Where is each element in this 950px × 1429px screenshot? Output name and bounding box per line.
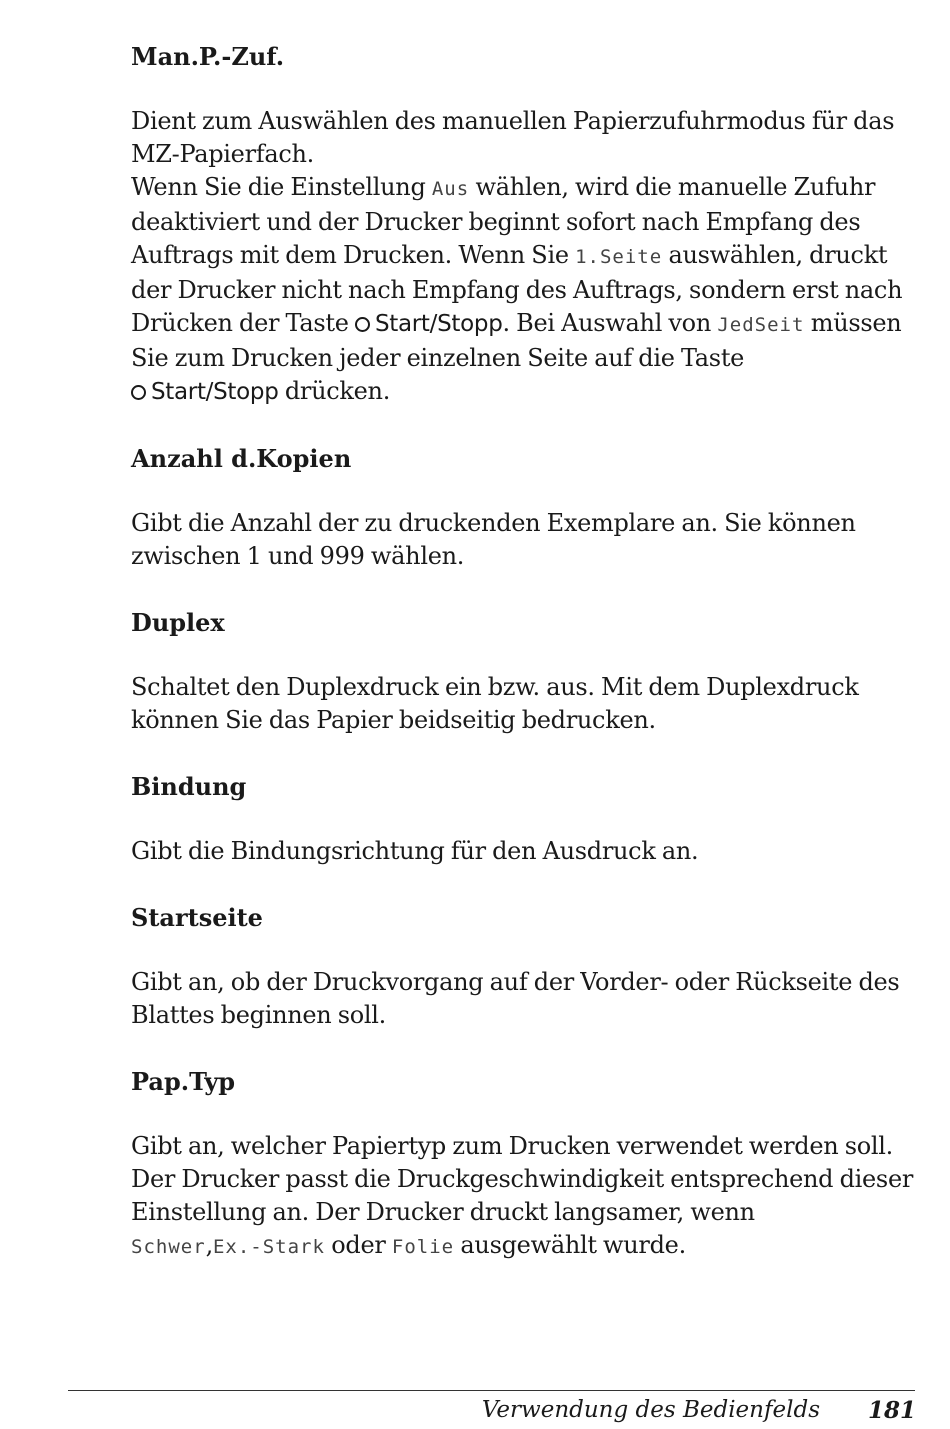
start-stopp-button-label [355,311,503,337]
body-text: ausgewählt wurde. [454,1231,686,1259]
lcd-value-ex-stark: Ex.-Stark [212,1236,325,1258]
lcd-value-folie: Folie [391,1236,455,1258]
lcd-value-aus: Aus [431,178,470,200]
lcd-value-schwer: Schwer [131,1236,206,1258]
section-body-bindung: Gibt die Bindungsrichtung für den Ausdruck an. [131,837,699,865]
section-body-duplex: Schaltet den Duplexdruck ein bzw. aus. Mit dem Duplexdruck können Sie das Papier beidseitig bedrucken. [131,673,859,734]
section-heading-startseite: Startseite [131,903,263,932]
button-label: Start/Stopp [374,311,503,337]
section-heading-man-p-zuf: Man.P.-Zuf. [131,42,285,71]
start-stopp-icon [131,385,146,400]
section-body-pap-typ [131,1130,921,1264]
lcd-value-1-seite: 1.Seite [575,246,663,268]
button-label: Start/Stopp [151,379,279,405]
start-stopp-icon [355,317,370,332]
section-body-anzahl-kopien: Gibt die Anzahl der zu druckenden Exemplare an. Sie können zwischen 1 und 999 wählen. [131,509,856,570]
separator: , [205,1231,213,1259]
section-heading-bindung: Bindung [131,772,247,801]
body-text: . Bei Auswahl von [502,309,718,337]
page-content [131,40,921,1297]
section-heading-duplex: Duplex [131,608,225,637]
section-body-man-p-zuf-intro [131,105,921,409]
lcd-value-jedseit: JedSeit [717,314,805,336]
footer-chapter-title: Verwendung des Bedienfelds [481,1397,820,1423]
page-number: 181 [867,1397,916,1424]
section-heading-anzahl-kopien: Anzahl d.Kopien [131,444,352,473]
body-text: wählen, wird die manuelle Zufuhr deaktiviert und der Drucker beginnt sofort nach Empfang des Auftrags mit dem Drucken. Wenn Sie [131,173,876,269]
body-text: Dient zum Auswählen des manuellen Papierzufuhrmodus für das MZ-Papierfach. [131,107,895,168]
section-body-startseite: Gibt an, ob der Druckvorgang auf der Vorder- oder Rückseite des Blattes beginnen soll. [131,968,900,1029]
section-heading-pap-typ: Pap.Typ [131,1067,236,1096]
body-text: oder [324,1231,392,1259]
body-text: Gibt an, welcher Papiertyp zum Drucken verwendet werden soll. Der Drucker passt die Druckgeschwindigkeit entsprechend dieser Einstellung an. Der Drucker druckt langsamer, wenn [131,1132,914,1226]
body-text: auswählen, druckt der Drucker nicht nach Empfang des Auftrags, sondern erst nach Drücken der Taste [131,241,903,337]
start-stopp-button-label [131,379,279,405]
body-text: Wenn Sie die Einstellung [131,173,432,201]
body-text: drücken. [278,377,391,405]
footer-divider [68,1390,915,1391]
body-text: müssen Sie zum Drucken jeder einzelnen Seite auf die Taste [131,309,902,372]
